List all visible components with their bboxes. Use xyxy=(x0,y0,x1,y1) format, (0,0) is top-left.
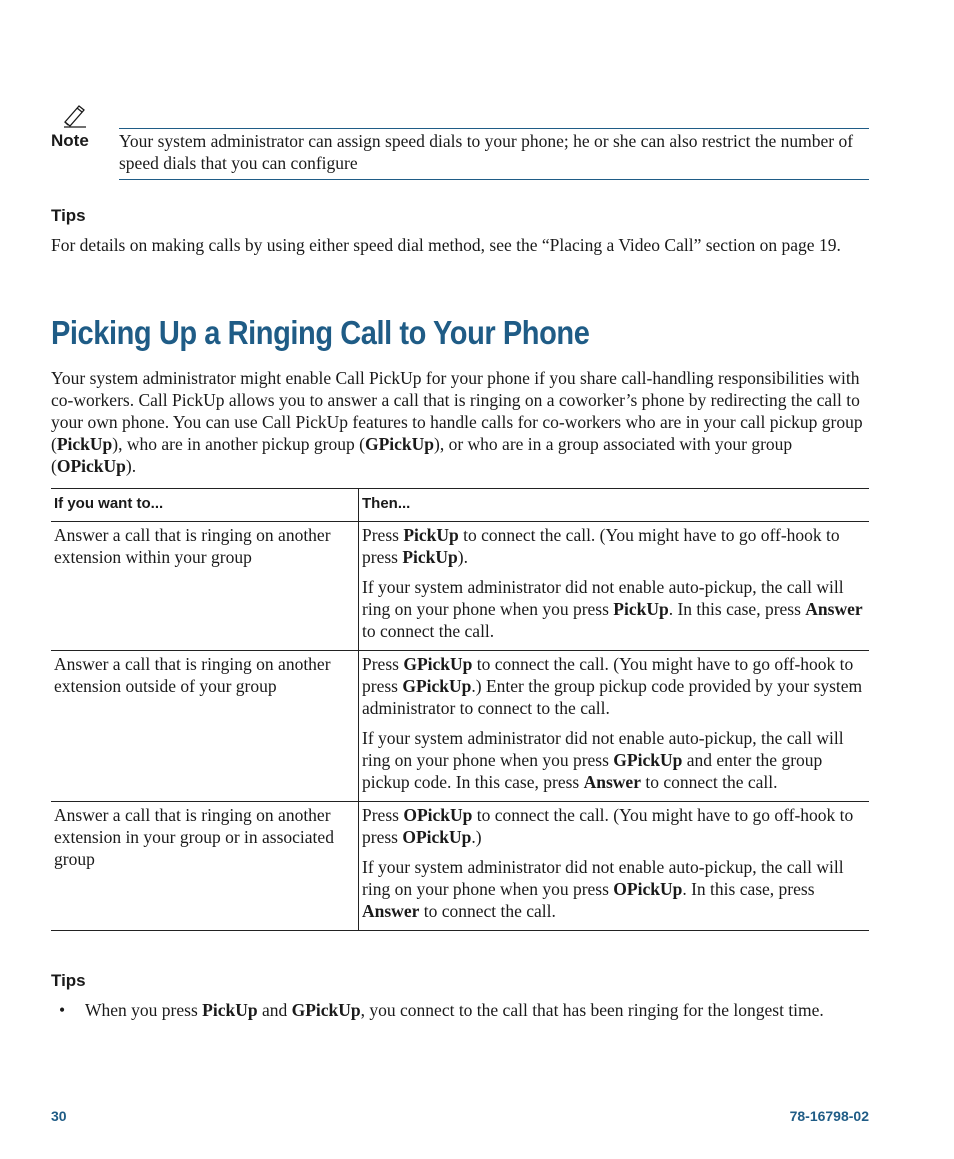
table-softkey: GPickUp xyxy=(403,654,473,674)
table-softkey: OPickUp xyxy=(402,827,472,847)
table-softkey: OPickUp xyxy=(613,879,683,899)
table-cell-then xyxy=(359,802,870,931)
intro-softkey: GPickUp xyxy=(364,434,435,454)
table-cell-paragraph: Press GPickUp to connect the call. (You might have to go off-hook to press GPickUp.) Enter the group pickup code provided by your system administrator to connect to the call. xyxy=(362,654,863,718)
tips-text: For details on making calls by using either speed dial method, see the “Placing a Video Call” section on page 19. xyxy=(51,235,841,255)
table-cell-paragraph: Press PickUp to connect the call. (You might have to go off-hook to press PickUp). xyxy=(362,525,840,567)
table-softkey: Answer xyxy=(362,901,420,921)
tips-list xyxy=(59,999,869,1021)
table-cell-want: Answer a call that is ringing on another extension within your group xyxy=(51,522,359,651)
bullet-icon: • xyxy=(59,1000,66,1020)
table-softkey: PickUp xyxy=(613,599,669,619)
table-cell-then xyxy=(359,522,870,651)
table-softkey: Answer xyxy=(583,772,641,792)
table-softkey: PickUp xyxy=(402,547,458,567)
table-row xyxy=(51,802,869,931)
column-header-then: Then... xyxy=(359,489,870,522)
tips-softkey: PickUp xyxy=(202,1000,258,1020)
table-softkey: Answer xyxy=(805,599,863,619)
note-label: Note xyxy=(51,131,89,150)
page-number: 30 xyxy=(51,1108,67,1124)
table-row xyxy=(51,651,869,802)
call-pickup-table xyxy=(51,488,869,931)
tips-heading: Tips xyxy=(51,206,86,225)
section-title: Picking Up a Ringing Call to Your Phone xyxy=(51,314,590,351)
intro-softkey: OPickUp xyxy=(56,456,126,476)
table-softkey: OPickUp xyxy=(403,805,473,825)
note-text: Your system administrator can assign speed dials to your phone; he or she can also restrict the number of speed dials that you can configure xyxy=(119,131,854,173)
table-cell-paragraph: Press OPickUp to connect the call. (You might have to go off-hook to press OPickUp.) xyxy=(362,805,854,847)
tips-softkey: GPickUp xyxy=(291,1000,361,1020)
table-cell-want: Answer a call that is ringing on another extension in your group or in associated group xyxy=(51,802,359,931)
table-softkey: PickUp xyxy=(403,525,459,545)
table-cell-then xyxy=(359,651,870,802)
note-top-divider xyxy=(119,128,869,129)
document-number: 78-16798-02 xyxy=(789,1108,869,1124)
table-softkey: GPickUp xyxy=(613,750,683,770)
table-cell-want: Answer a call that is ringing on another extension outside of your group xyxy=(51,651,359,802)
list-item: • When you press PickUp and GPickUp, you connect to the call that has been ringing for the longest time. xyxy=(59,1000,824,1020)
column-header-want: If you want to... xyxy=(51,489,359,522)
section-intro: Your system administrator might enable Call PickUp for your phone if you share call-handling responsibilities with co-workers. Call PickUp allows you to answer a call that is ringing on a coworker’s phone by redirecting the call to your own phone. You can use Call PickUp features to handle calls for co-workers who are in your call pickup group (PickUp), who are in another pickup group (GPickUp), or who are in a group associated with your group (OPickUp). xyxy=(51,368,863,476)
table-row xyxy=(51,522,869,651)
tips-heading-2: Tips xyxy=(51,971,86,990)
pencil-icon xyxy=(62,104,88,128)
table-cell-paragraph: If your system administrator did not enable auto-pickup, the call will ring on your phone when you press PickUp. In this case, press Answer to connect the call. xyxy=(362,577,863,641)
intro-softkey: PickUp xyxy=(56,434,113,454)
table-softkey: GPickUp xyxy=(402,676,472,696)
note-bottom-divider xyxy=(119,179,869,180)
table-header-row xyxy=(51,489,869,522)
table-cell-paragraph: If your system administrator did not enable auto-pickup, the call will ring on your phone when you press OPickUp. In this case, press Answer to connect the call. xyxy=(362,857,844,921)
table-cell-paragraph: If your system administrator did not enable auto-pickup, the call will ring on your phone when you press GPickUp and enter the group pickup code. In this case, press Answer to connect the call. xyxy=(362,728,844,792)
